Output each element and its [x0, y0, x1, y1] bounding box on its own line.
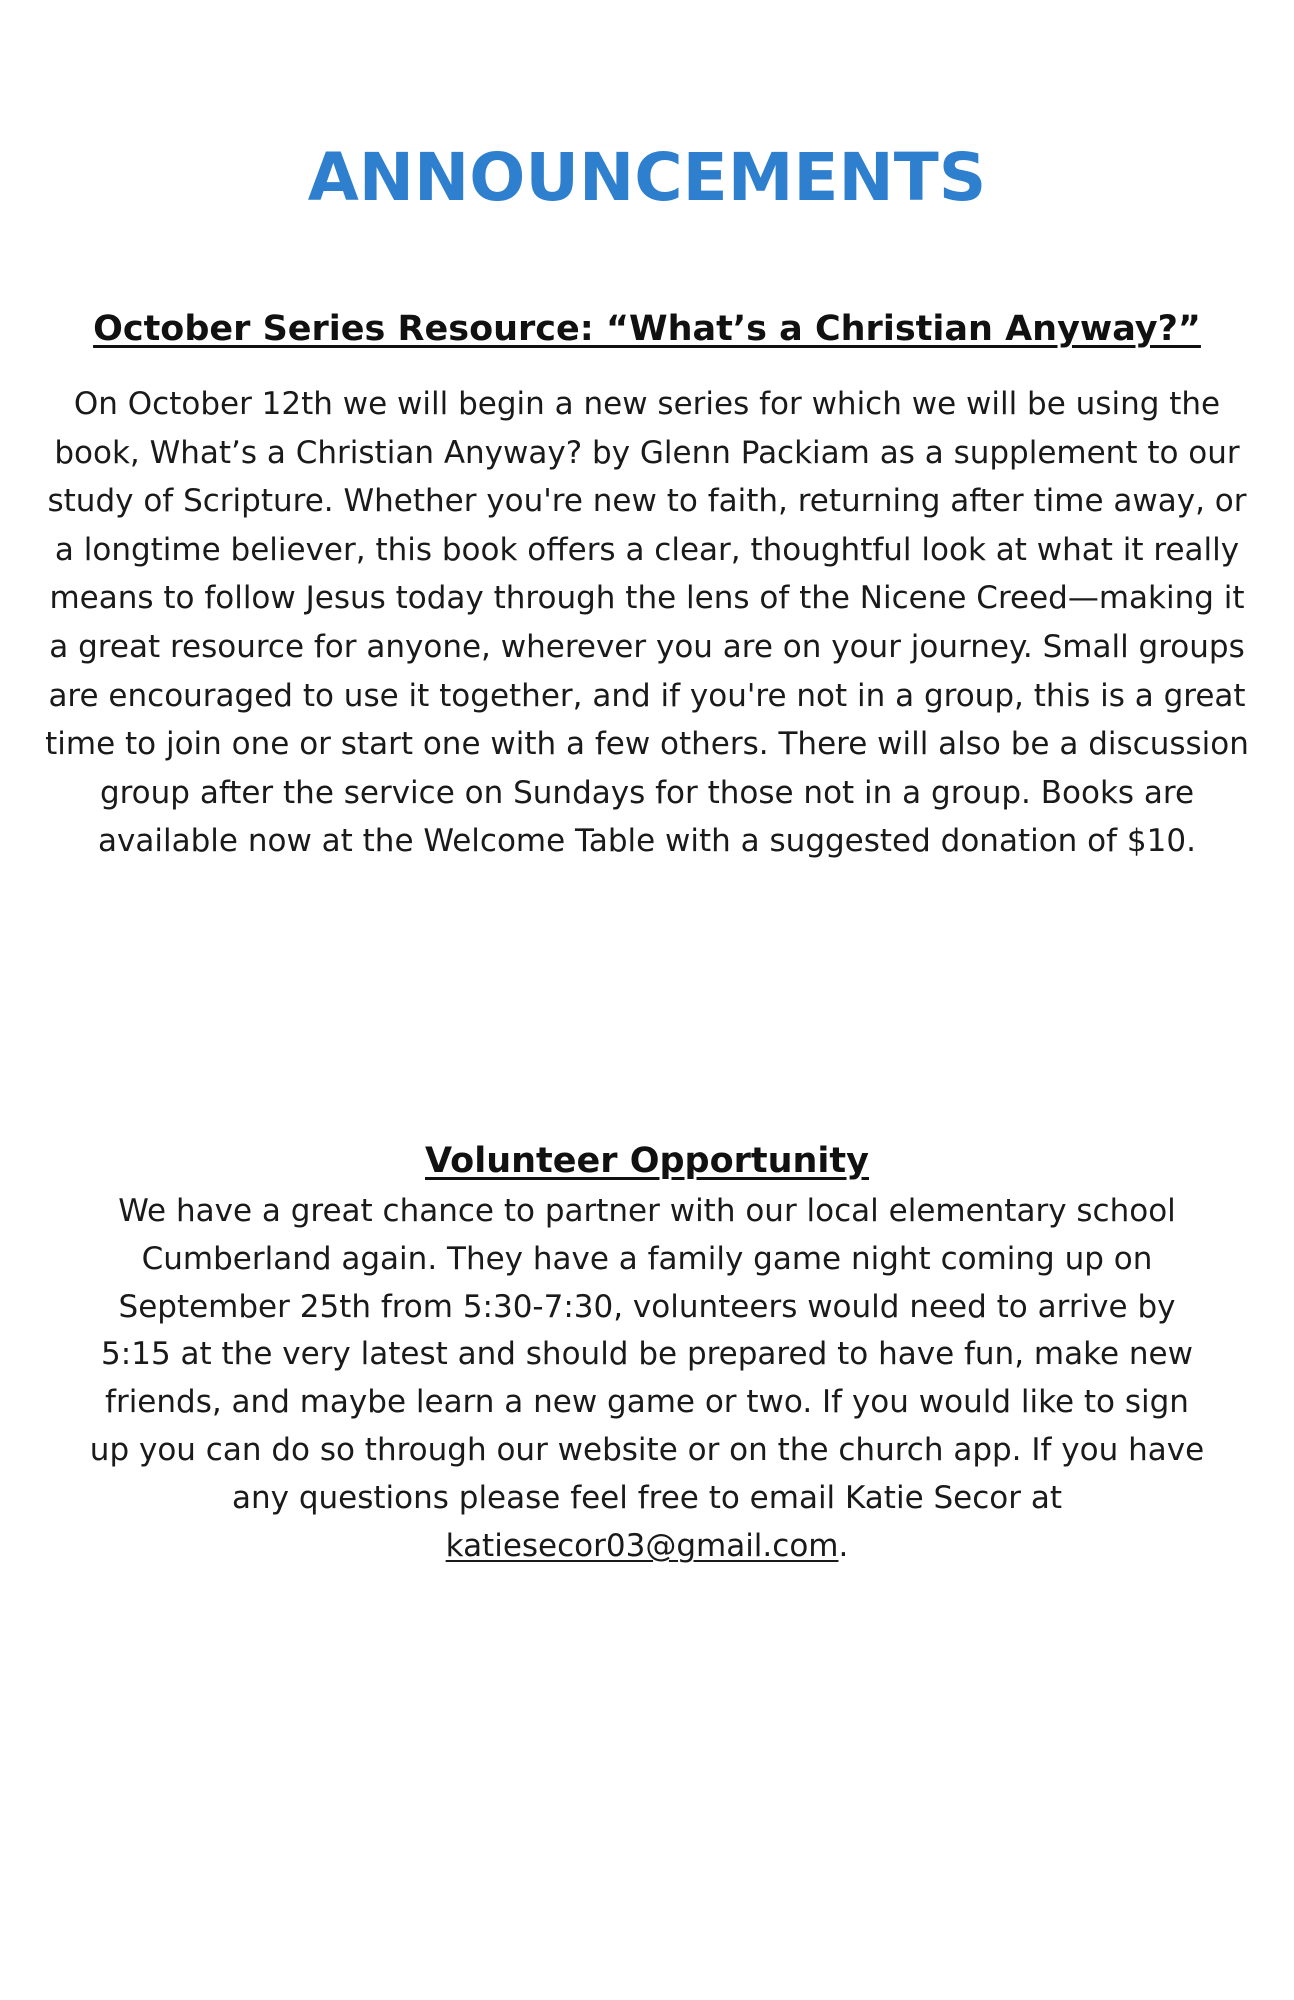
volunteer-opportunity-section — [40, 1138, 1254, 1570]
volunteer-body-text: We have a great chance to partner with our local elementary school Cumberland again. They have a family game night coming up on September 25th from 5:30-7:30, volunteers would need to arrive by 5:15 at the very latest and should be prepared to have fun, make new friends, and maybe learn a new game or two. If you would like to sign up you can do so through our website or on the church app. If you have any questions please feel free to email Katie Secor at — [89, 1193, 1205, 1516]
volunteer-opportunity-body — [40, 1188, 1254, 1570]
page-title: ANNOUNCEMENTS — [307, 139, 987, 216]
october-series-body: On October 12th we will begin a new series for which we will be using the book, What’s a Christian Anyway? by Glenn Packiam as a supplement to our study of Scripture. Whether you're new to faith, returning after time away, or a longtime believer, this book offers a clear, thoughtful look at what it really means to follow Jesus today through the lens of the Nicene Creed—making it a great resource for anyone, wherever you are on your journey. Small groups are encouraged to use it together, and if you're not in a group, this is a great time to join one or start one with a few others. There will also be a discussion group after the service on Sundays for those not in a group. Books are available now at the Welcome Table with a suggested donation of $10. — [45, 386, 1249, 860]
email-link[interactable]: katiesecor03@gmail.com — [445, 1527, 839, 1564]
october-series-heading: October Series Resource: “What’s a Christian Anyway?” — [93, 309, 1201, 349]
volunteer-opportunity-heading: Volunteer Opportunity — [425, 1141, 869, 1181]
volunteer-body-trailing: . — [838, 1527, 849, 1564]
october-series-section — [40, 306, 1254, 866]
